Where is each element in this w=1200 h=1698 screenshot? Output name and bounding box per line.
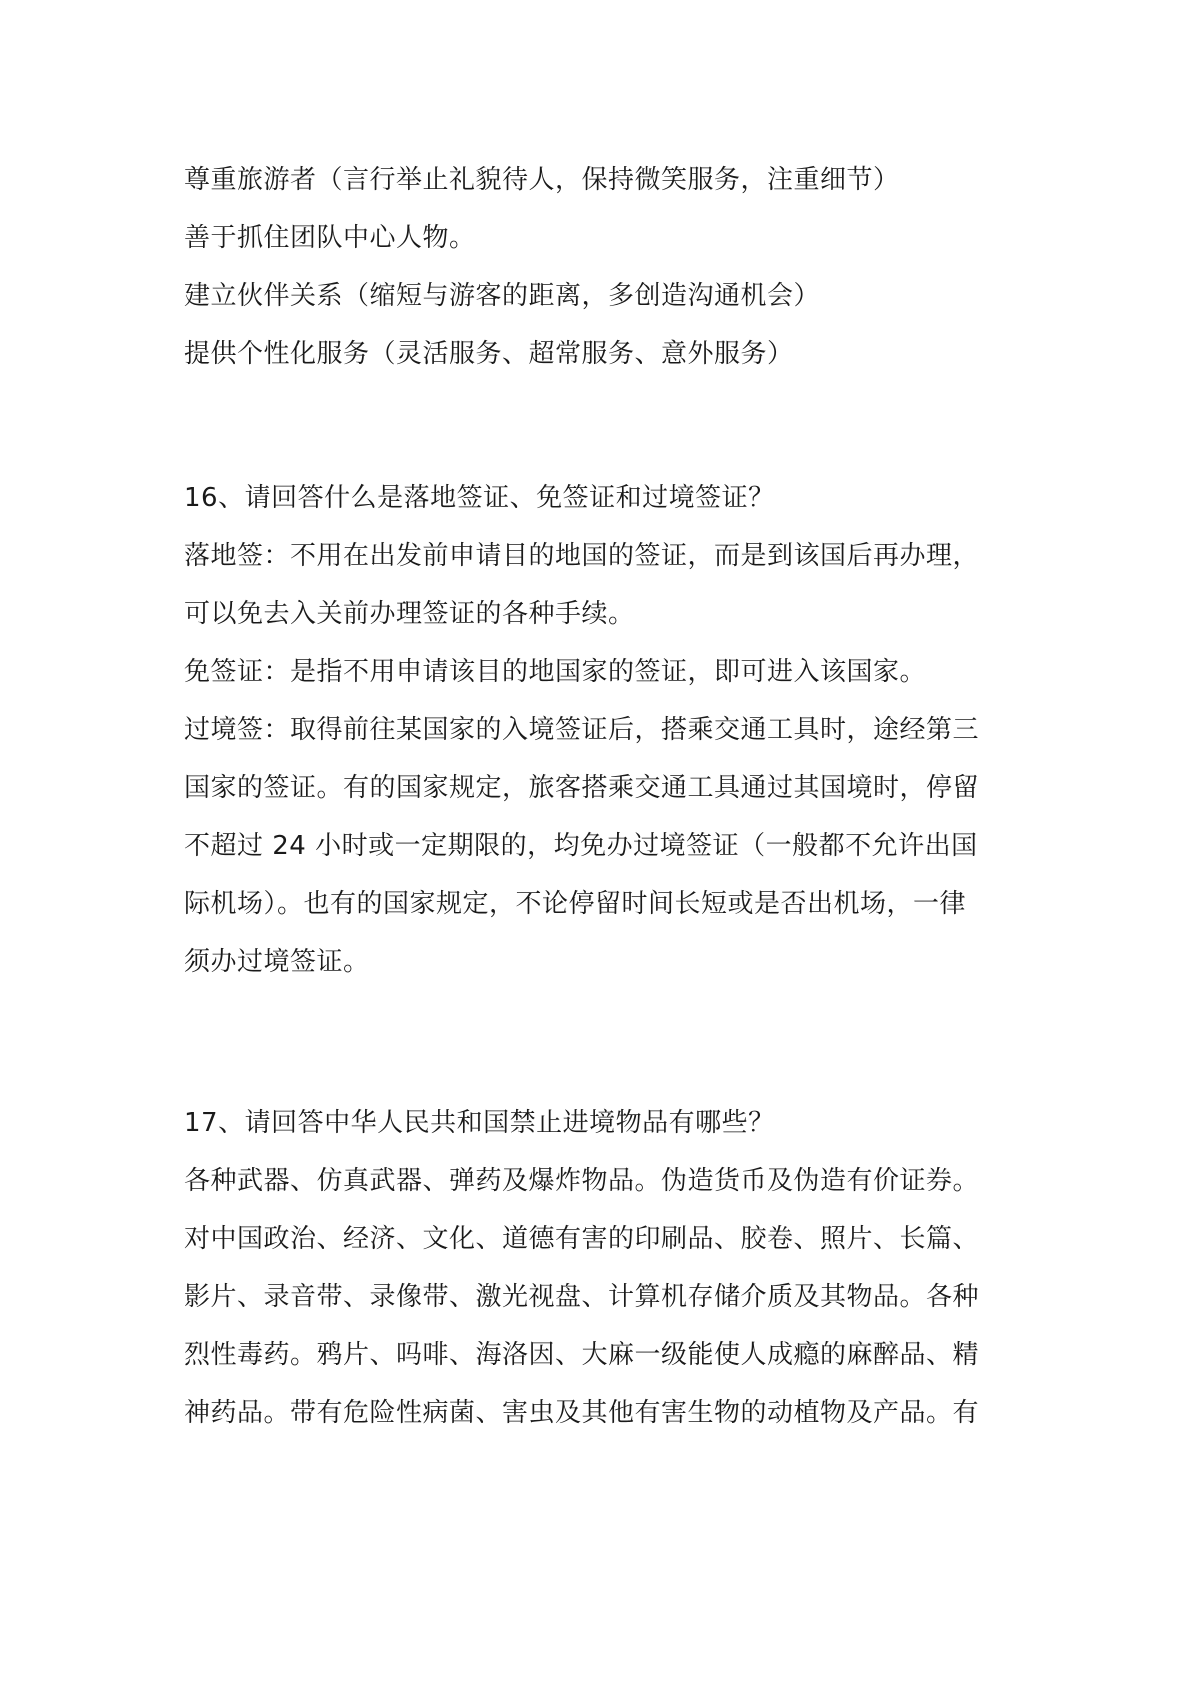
answer-line: 不超过 24 小时或一定期限的，均免办过境签证（一般都不允许出国 [184, 831, 978, 861]
paragraph-line: 建立伙伴关系（缩短与游客的距离，多创造沟通机会） [184, 281, 821, 311]
answer-line: 影片、录音带、录像带、激光视盘、计算机存储介质及其物品。各种 [184, 1282, 980, 1312]
answer-line: 神药品。带有危险性病菌、害虫及其他有害生物的动植物及产品。有 [184, 1398, 980, 1428]
question-heading: 17、请回答中华人民共和国禁止进境物品有哪些？ [184, 1108, 775, 1138]
service-methods-section [184, 151, 1024, 383]
answer-line: 烈性毒药。鸦片、吗啡、海洛因、大麻一级能使人成瘾的麻醉品、精 [184, 1340, 980, 1370]
answer-line: 国家的签证。有的国家规定，旅客搭乘交通工具通过其国境时，停留 [184, 773, 980, 803]
question-17-section [184, 1094, 1024, 1442]
answer-line: 对中国政治、经济、文化、道德有害的印刷品、胶卷、照片、长篇、 [184, 1224, 980, 1254]
answer-line: 落地签：不用在出发前申请目的地国的签证，而是到该国后再办理， [184, 541, 980, 571]
answer-line: 各种武器、仿真武器、弹药及爆炸物品。伪造货币及伪造有价证券。 [184, 1166, 980, 1196]
answer-line: 可以免去入关前办理签证的各种手续。 [184, 599, 635, 629]
answer-line: 过境签：取得前往某国家的入境签证后，搭乘交通工具时，途经第三 [184, 715, 980, 745]
answer-line: 须办过境签证。 [184, 947, 370, 977]
paragraph-line: 尊重旅游者（言行举止礼貌待人，保持微笑服务，注重细节） [184, 165, 900, 195]
answer-line: 免签证：是指不用申请该目的地国家的签证，即可进入该国家。 [184, 657, 927, 687]
answer-line: 际机场）。也有的国家规定，不论停留时间长短或是否出机场，一律 [184, 889, 967, 919]
question-16-section [184, 469, 1024, 991]
question-heading: 16、请回答什么是落地签证、免签证和过境签证？ [184, 483, 775, 513]
paragraph-line: 提供个性化服务（灵活服务、超常服务、意外服务） [184, 339, 794, 369]
paragraph-line: 善于抓住团队中心人物。 [184, 223, 476, 253]
